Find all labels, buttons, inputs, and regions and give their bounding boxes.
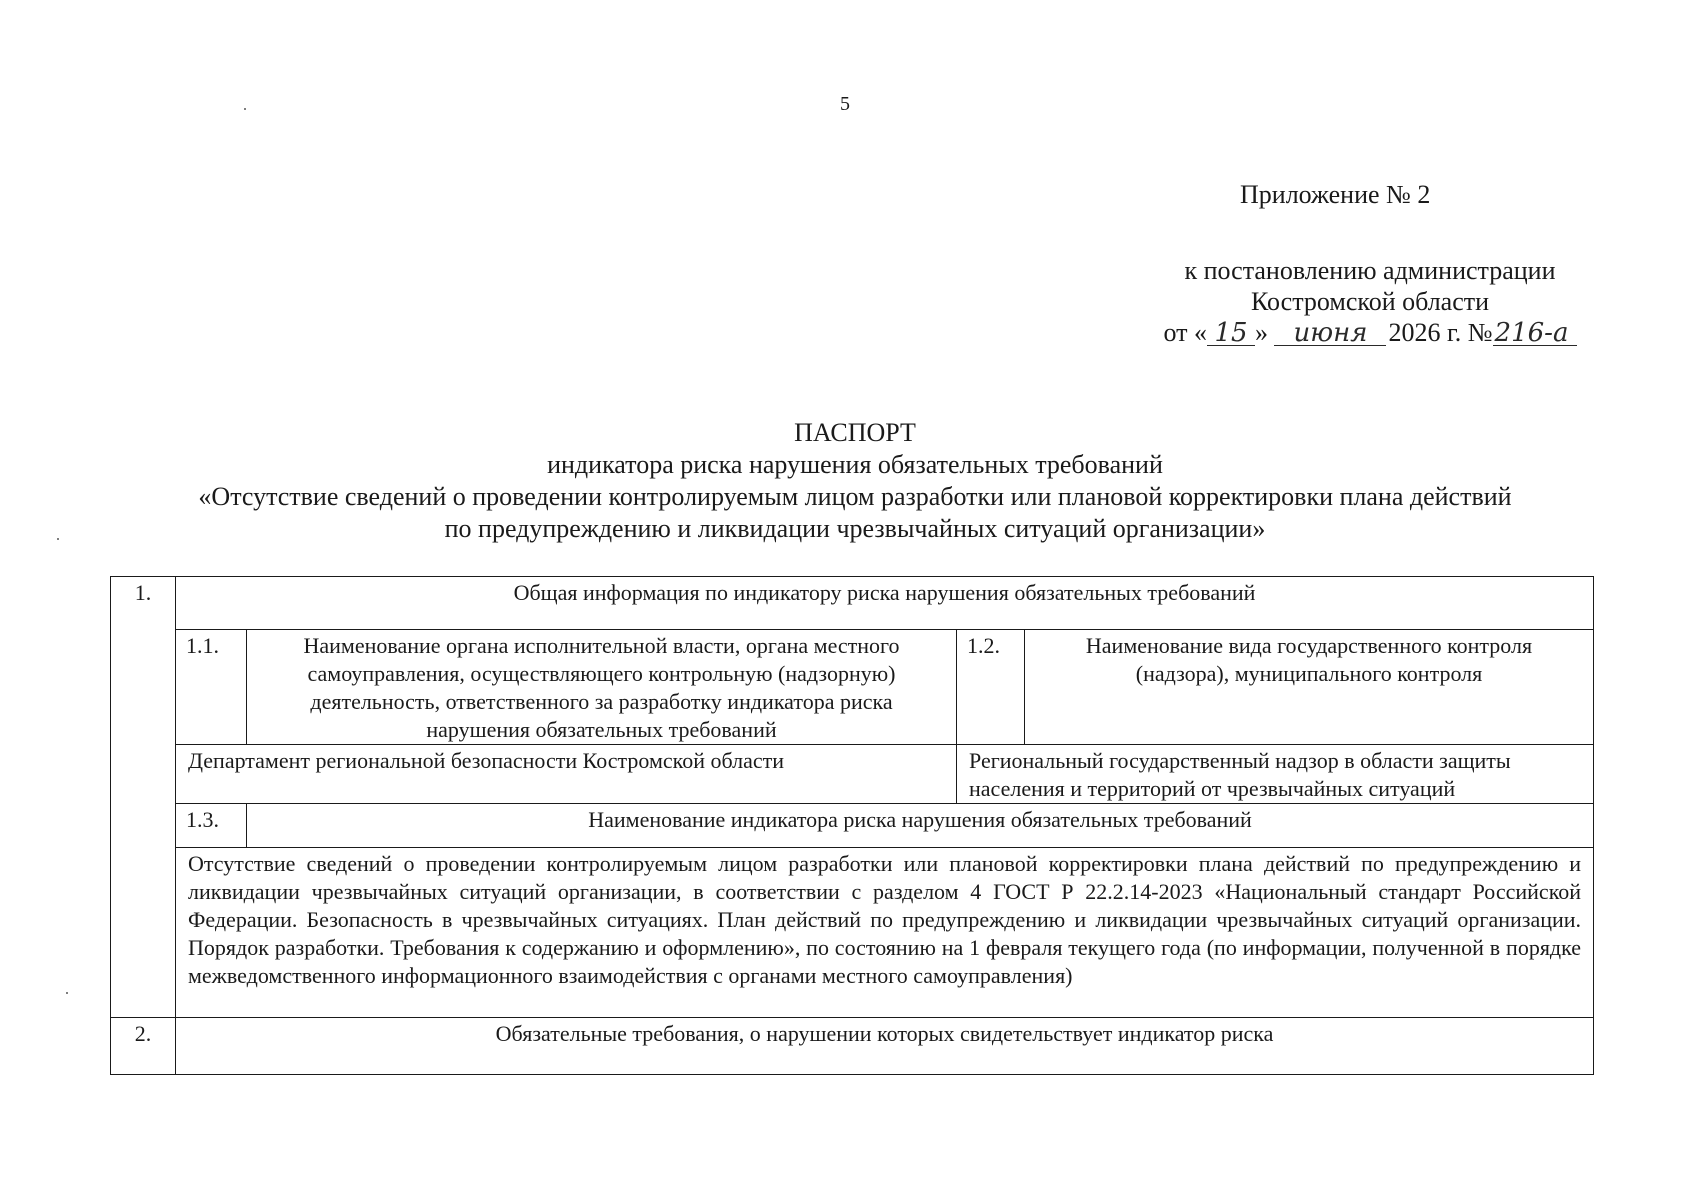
item-1-1-label: Наименование органа исполнительной власти, органа местного самоуправления, осуществляющего контрольную (надзорную) деятельность, ответственного за разработку индикатора риска нарушения обязательных требований [247,630,957,745]
item-1-3-label: Наименование индикатора риска нарушения обязательных требований [247,804,1594,848]
item-1-3-value: Отсутствие сведений о проведении контролируемым лицом разработки или плановой корректировки плана действий по предупреждению и ликвидации чрезвычайных ситуаций организации, в соответствии с разделом 4 ГОСТ Р 22.2.14-2023 «Национальный стандарт Российской Федерации. Безопасность в чрезвычайных ситуациях. План действий по предупреждению и ликвидации чрезвычайных ситуаций организации. Порядок разработки. Требования к содержанию и оформлению», по состоянию на 1 февраля текущего года (по информации, полученной в порядке межведомственного информационного взаимодействия с органами местного самоуправления) [176,848,1594,1018]
date-prefix: от « [1163,318,1207,347]
items-1-1-1-2-header-row [111,630,1594,745]
page-number: 5 [840,93,850,115]
items-1-1-1-2-value-row [111,745,1594,804]
item-1-2-label: Наименование вида государственного контроля (надзора), муниципального контроля [1025,630,1594,745]
title-quote-line-2: по предупреждению и ликвидации чрезвычайных ситуаций организации» [444,514,1266,543]
scan-speck [244,108,246,110]
scan-speck [57,538,59,540]
handwritten-number: 216-а [1493,321,1577,346]
item-1-2-value: Региональный государственный надзор в области защиты населения и территорий от чрезвычайных ситуаций [957,745,1594,804]
item-1-3-header-row [111,804,1594,848]
document-title [90,417,1620,545]
handwritten-day: 15 [1207,321,1255,346]
section-2-number: 2. [111,1018,176,1075]
passport-table [110,576,1594,1075]
section-2-title: Обязательные требования, о нарушении которых свидетельствует индикатор риска [176,1018,1594,1075]
appendix-line-1: к постановлению администрации [1184,256,1556,285]
title-subtitle: индикатора риска нарушения обязательных требований [547,450,1163,479]
section-2-row [111,1018,1594,1075]
appendix-line-2: Костромской области [1250,287,1490,316]
year-text: 2026 г. № [1388,318,1493,347]
section-1-title: Общая информация по индикатору риска нарушения обязательных требований [176,577,1594,630]
item-1-1-value: Департамент региональной безопасности Костромской области [176,745,957,804]
title-quote-line-1: «Отсутствие сведений о проведении контролируемым лицом разработки или плановой корректировки плана действий [198,482,1512,511]
date-mid: » [1254,318,1268,347]
scan-speck [66,992,68,994]
section-1-number: 1. [111,577,176,1018]
item-1-1-number: 1.1. [176,630,247,745]
title-heading: ПАСПОРТ [794,418,916,447]
appendix-reference [1140,255,1600,348]
item-1-3-value-row [111,848,1594,1018]
appendix-date-line [1140,317,1600,348]
appendix-title: Приложение № 2 [1240,180,1431,209]
item-1-2-number: 1.2. [957,630,1025,745]
handwritten-month: июня [1274,321,1386,346]
item-1-3-number: 1.3. [176,804,247,848]
section-1-row [111,577,1594,630]
